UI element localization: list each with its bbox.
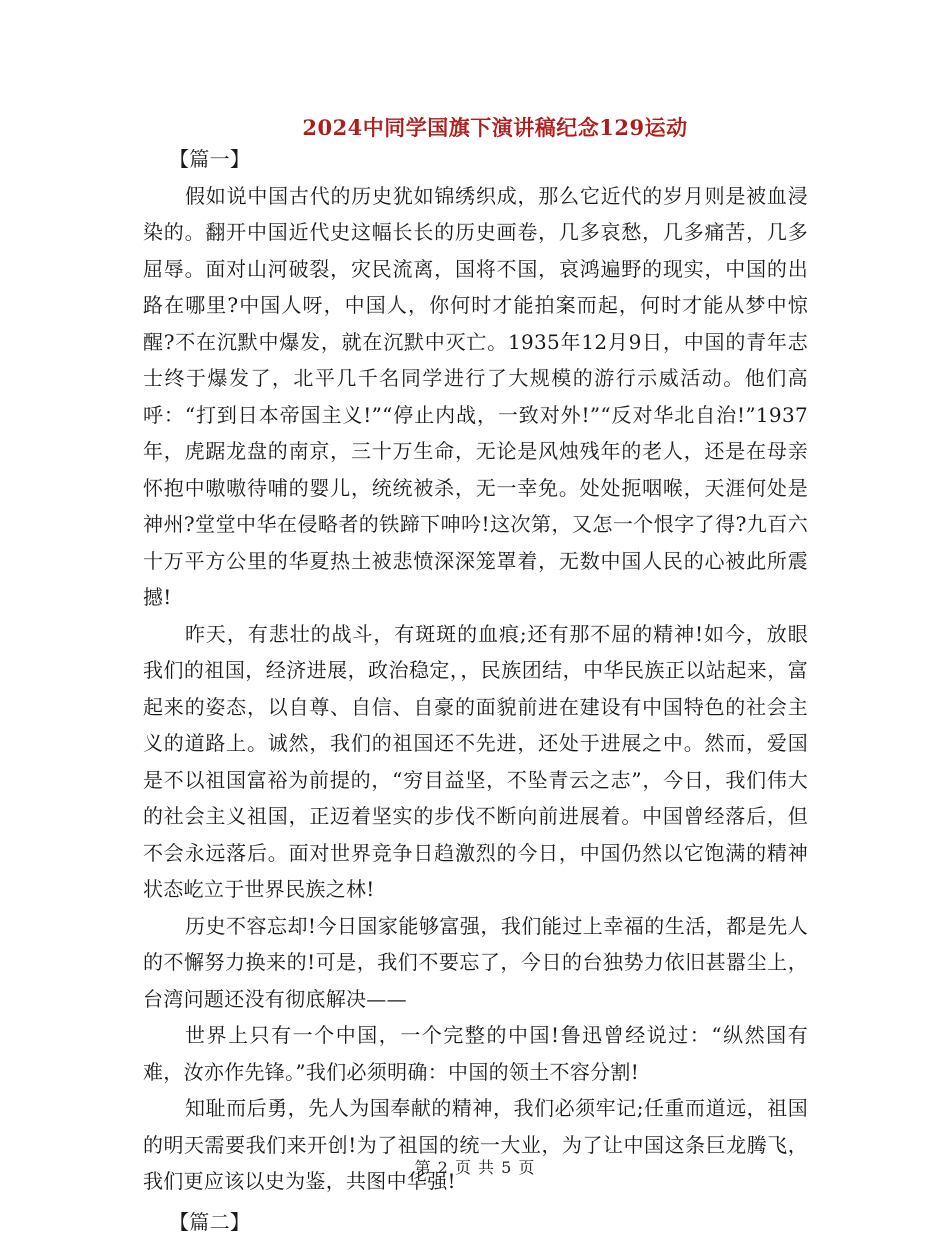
paragraph-2: 昨天，有悲壮的战斗，有斑斑的血痕;还有那不屈的精神!如今，放眼我们的祖国，经济进展，政治稳定，，民族团结，中华民族正以站起来，富起来的姿态，以自尊、自信、自豪的面貌前进在建设有中国特色的社会主义的道路上。诚然，我们的祖国还不先进，还处于进展之中。然而，爱国是不以祖国富裕为前提的，“穷目益坚，不坠青云之志”，今日，我们伟大的社会主义祖国，正迈着坚实的步伐不断向前进展着。中国曾经落后，但不会永远落后。面对世界竞争日趋激烈的今日，中国仍然以它饱满的精神状态屹立于世界民族之林! <box>143 616 808 908</box>
document-title: 2024中同学国旗下演讲稿纪念129运动 <box>0 112 950 142</box>
paragraph-5: 知耻而后勇，先人为国奉献的精神，我们必须牢记;任重而道远，祖国的明天需要我们来开创!为了祖国的统一大业，为了让中国这条巨龙腾飞，我们更应该以史为鉴，共图中华强! <box>143 1090 808 1200</box>
paragraph-4: 世界上只有一个中国，一个完整的中国!鲁迅曾经说过：“纵然国有难，汝亦作先锋。”我们必须明确：中国的领土不容分割! <box>143 1017 808 1090</box>
section-heading-2: 【篇二】 <box>143 1204 808 1240</box>
paragraph-1: 假如说中国古代的历史犹如锦绣织成，那么它近代的岁月则是被血浸染的。翻开中国近代史这幅长长的历史画卷，几多哀愁，几多痛苦，几多屈辱。面对山河破裂，灾民流离，国将不国，哀鸿遍野的现实，中国的出路在哪里?中国人呀，中国人，你何时才能拍案而起，何时才能从梦中惊醒?不在沉默中爆发，就在沉默中灭亡。1935年12月9日，中国的青年志士终于爆发了，北平几千名同学进行了大规模的游行示威活动。他们高呼：“打到日本帝国主义!”“停止内战，一致对外!”“反对华北自治!”1937年，虎踞龙盘的南京，三十万生命，无论是风烛残年的老人，还是在母亲怀抱中嗷嗷待哺的婴儿，统统被杀，无一幸免。处处扼咽喉，天涯何处是神州?堂堂中华在侵略者的铁蹄下呻吟!这次第，又怎一个恨字了得?九百六十万平方公里的华夏热土被悲愤深深笼罩着，无数中国人民的心被此所震撼! <box>143 178 808 616</box>
page-number-footer: 第 2 页 共 5 页 <box>0 1155 950 1178</box>
paragraph-3: 历史不容忘却!今日国家能够富强，我们能过上幸福的生活，都是先人的不懈努力换来的!可是，我们不要忘了，今日的台独势力依旧甚嚣尘上，台湾问题还没有彻底解决—— <box>143 908 808 1018</box>
section-heading-1: 【篇一】 <box>143 141 808 178</box>
document-body <box>143 141 808 1240</box>
